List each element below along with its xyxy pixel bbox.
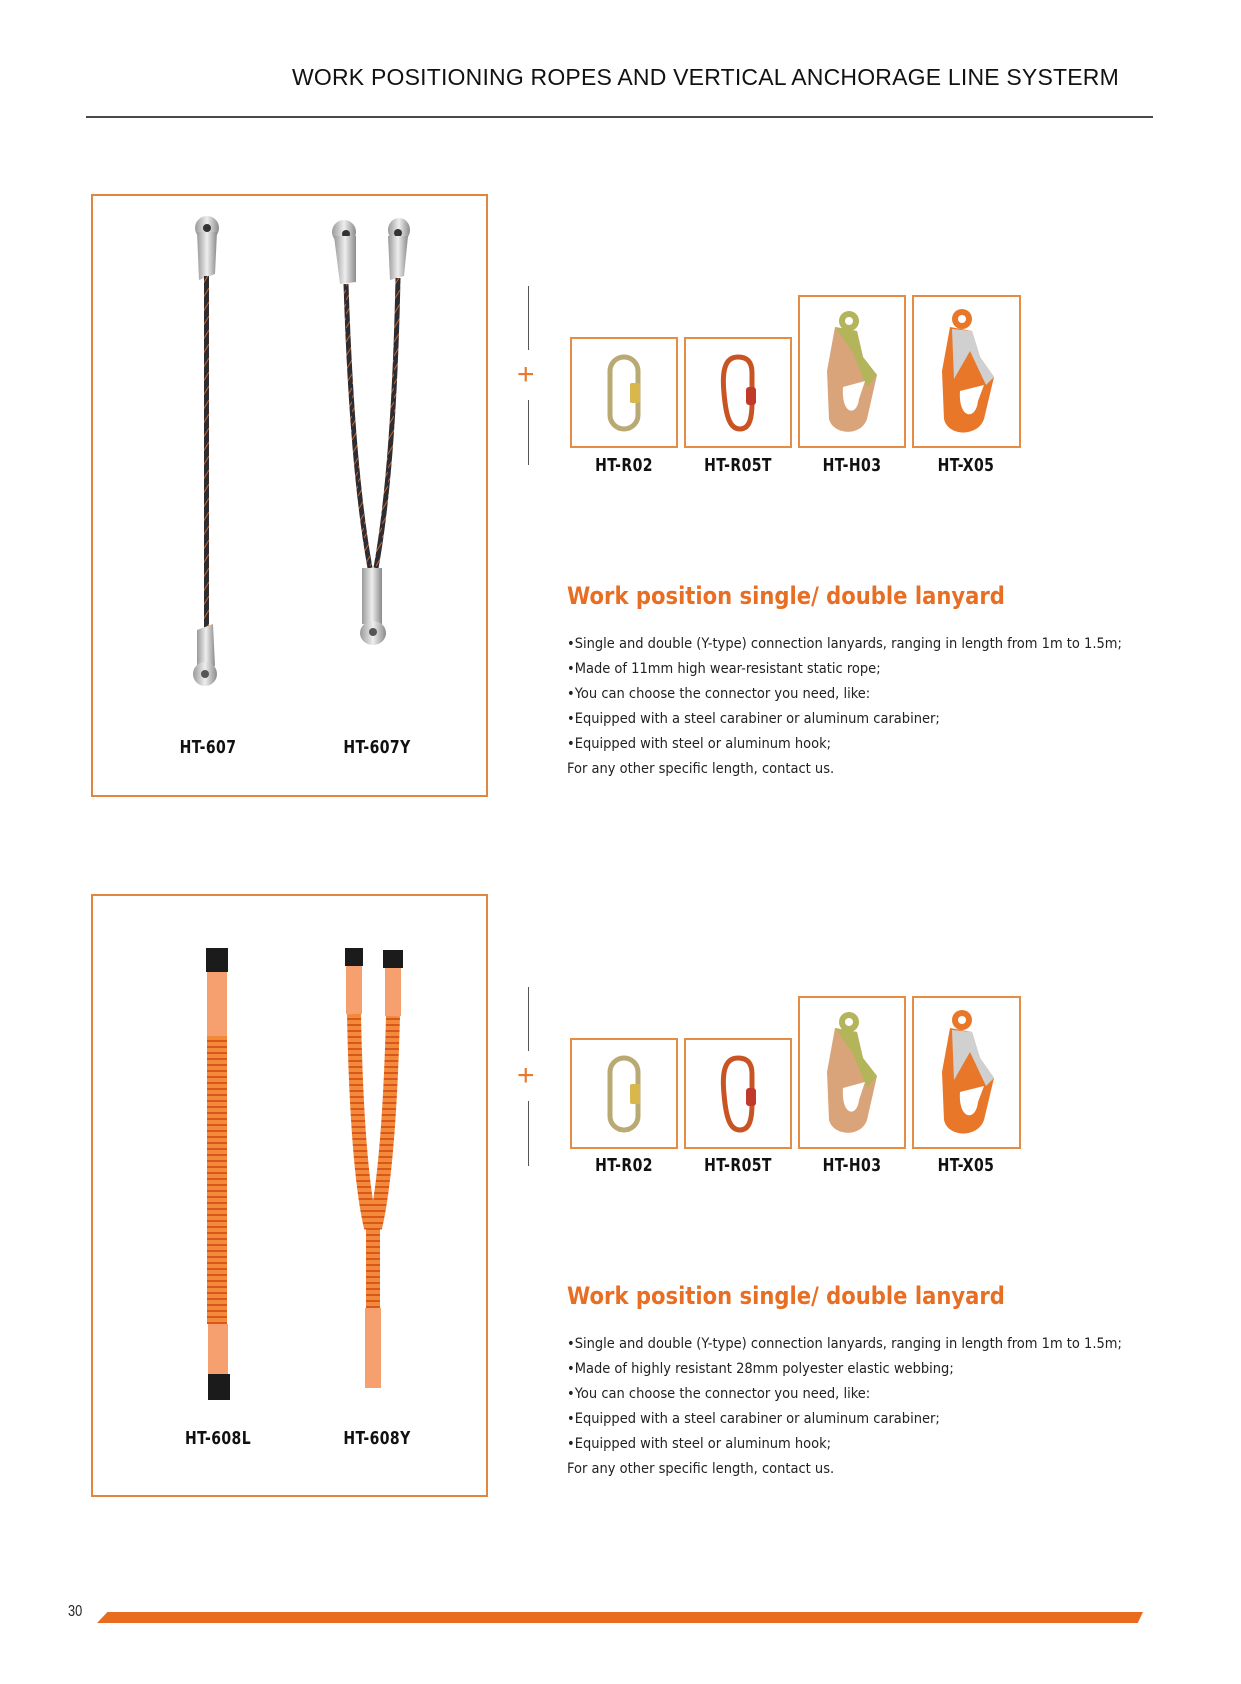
- product-image-box-webbing: [91, 894, 488, 1497]
- connector-model-label: HT-X05: [937, 1155, 995, 1176]
- product-image-box-rope: [91, 194, 488, 797]
- feature-item: •You can choose the connector you need, like:: [567, 686, 871, 702]
- connector-box-ht-h03: [798, 996, 906, 1149]
- steel-oval-carabiner-icon: [604, 1054, 644, 1134]
- steel-scaffold-hook-icon: [817, 307, 887, 437]
- connector-divider-line: [528, 286, 529, 350]
- feature-item: •Equipped with a steel carabiner or aluminum carabiner;: [567, 1411, 940, 1427]
- section-heading: Work position single/ double lanyard: [567, 582, 1005, 610]
- footer-accent-bar: [97, 1612, 1143, 1623]
- feature-item: •Single and double (Y-type) connection lanyards, ranging in length from 1m to 1.5m;: [567, 636, 1122, 652]
- connector-box-ht-r05t: [684, 1038, 792, 1149]
- feature-item: •Made of highly resistant 28mm polyester elastic webbing;: [567, 1361, 954, 1377]
- feature-item: •Made of 11mm high wear-resistant static rope;: [567, 661, 881, 677]
- connector-box-ht-r05t: [684, 337, 792, 448]
- connector-divider-line: [528, 400, 529, 465]
- connector-model-label: HT-R02: [595, 455, 653, 476]
- connector-model-label: HT-R05T: [704, 1155, 772, 1176]
- webbing-lanyard-double-icon: [343, 948, 413, 1398]
- connector-divider-line: [528, 1101, 529, 1166]
- plus-icon: +: [517, 1059, 535, 1092]
- page-number: 30: [68, 1603, 83, 1620]
- plus-icon: +: [517, 358, 535, 391]
- connector-box-ht-x05: [912, 996, 1021, 1149]
- connector-box-ht-x05: [912, 295, 1021, 448]
- page-title: WORK POSITIONING ROPES AND VERTICAL ANCHORAGE LINE SYSTERM: [292, 64, 1119, 90]
- title-divider: [86, 116, 1153, 118]
- feature-note: For any other specific length, contact us.: [567, 761, 835, 777]
- feature-list: [567, 632, 1184, 782]
- connector-box-ht-h03: [798, 295, 906, 448]
- connector-model-label: HT-H03: [822, 455, 882, 476]
- feature-item: •You can choose the connector you need, like:: [567, 1386, 871, 1402]
- steel-oval-carabiner-icon: [604, 353, 644, 433]
- webbing-lanyard-single-icon: [198, 946, 238, 1406]
- rope-lanyard-double-icon: [328, 218, 428, 698]
- product-model-label: HT-607: [179, 737, 237, 758]
- aluminum-scaffold-hook-orange-icon: [932, 1008, 1002, 1138]
- feature-list: [567, 1332, 1184, 1482]
- steel-scaffold-hook-icon: [817, 1008, 887, 1138]
- feature-item: •Equipped with steel or aluminum hook;: [567, 1436, 832, 1452]
- aluminum-scaffold-hook-orange-icon: [932, 307, 1002, 437]
- aluminum-carabiner-orange-icon: [718, 353, 758, 433]
- rope-lanyard-single-icon: [185, 216, 235, 696]
- product-model-label: HT-608Y: [343, 1428, 411, 1449]
- connector-box-ht-r02: [570, 1038, 678, 1149]
- connector-divider-line: [528, 987, 529, 1051]
- product-model-label: HT-607Y: [343, 737, 411, 758]
- feature-item: •Equipped with a steel carabiner or aluminum carabiner;: [567, 711, 940, 727]
- aluminum-carabiner-orange-icon: [718, 1054, 758, 1134]
- feature-item: •Single and double (Y-type) connection lanyards, ranging in length from 1m to 1.5m;: [567, 1336, 1122, 1352]
- connector-model-label: HT-R05T: [704, 455, 772, 476]
- feature-note: For any other specific length, contact us.: [567, 1461, 835, 1477]
- feature-item: •Equipped with steel or aluminum hook;: [567, 736, 832, 752]
- connector-box-ht-r02: [570, 337, 678, 448]
- connector-model-label: HT-X05: [937, 455, 995, 476]
- product-model-label: HT-608L: [184, 1428, 252, 1449]
- connector-model-label: HT-H03: [822, 1155, 882, 1176]
- section-heading: Work position single/ double lanyard: [567, 1282, 1005, 1310]
- connector-model-label: HT-R02: [595, 1155, 653, 1176]
